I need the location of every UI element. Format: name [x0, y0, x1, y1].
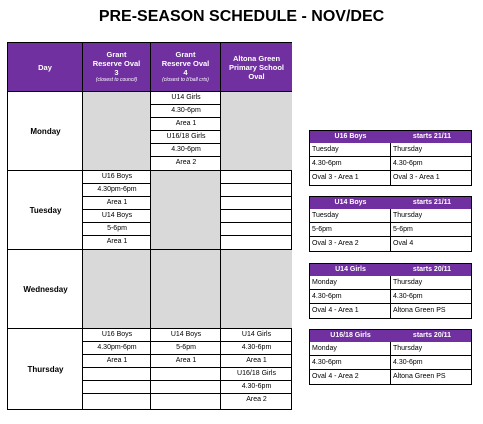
session-venue: Altona Green PS — [393, 307, 446, 314]
empty-cell-tuesday-oval-4 — [151, 171, 221, 249]
session-day: Tuesday — [310, 143, 390, 157]
start-date: starts 21/11 — [412, 133, 452, 140]
schedule-cell: 4.30pm-6pm — [83, 184, 151, 197]
team-box-u14-girls — [309, 263, 472, 319]
empty-row — [83, 394, 151, 407]
team-box-header — [310, 264, 471, 276]
header-oval-4 — [151, 43, 221, 91]
empty-cell-monday-altona — [221, 92, 292, 170]
schedule-cell: U16/18 Girls — [151, 131, 221, 144]
schedule-cell: U14 Girls — [221, 329, 292, 342]
team-box-header — [310, 131, 471, 143]
schedule-cell: 5-6pm — [151, 342, 221, 355]
schedule-cell: U14 Boys — [83, 210, 151, 223]
empty-cell-wednesday — [83, 250, 292, 328]
divider — [8, 249, 291, 250]
empty-row — [221, 197, 292, 210]
empty-row — [221, 223, 292, 236]
schedule-cell: 4.30pm-6pm — [83, 342, 151, 355]
header-oval-3-sub: (closest to council) — [95, 77, 138, 83]
schedule-table — [7, 42, 292, 410]
day-monday: Monday — [30, 126, 61, 136]
schedule-cell: 4.30-6pm — [151, 144, 221, 157]
empty-row — [221, 184, 292, 197]
schedule-cell: U14 Girls — [151, 92, 221, 105]
header-oval-4-sub: (closest to b'ball crts) — [162, 77, 209, 83]
session-venue: Altona Green PS — [393, 373, 446, 380]
session-time: 4.30-6pm — [391, 356, 472, 370]
header-oval-4-label: Grant Reserve Oval 4 — [161, 50, 210, 77]
team-name: U14 Boys — [334, 199, 367, 206]
schedule-cell: Area 1 — [83, 197, 151, 210]
schedule-cell: U16 Boys — [83, 171, 151, 184]
session-venue: Oval 3 - Area 1 — [312, 174, 359, 181]
schedule-cell: 4.30-6pm — [151, 105, 221, 118]
start-date: starts 20/11 — [412, 332, 452, 339]
session-venue: Oval 3 - Area 1 — [393, 174, 440, 181]
team-box-u14-boys — [309, 196, 472, 252]
session-day: Thursday — [391, 143, 472, 157]
session-day: Thursday — [391, 342, 472, 356]
schedule-cell: 4.30-6pm — [221, 342, 292, 355]
page-title: PRE-SEASON SCHEDULE - NOV/DEC — [98, 8, 385, 25]
schedule-cell: Area 1 — [151, 118, 221, 131]
schedule-cell: U16 Boys — [83, 329, 151, 342]
schedule-cell: Area 2 — [246, 396, 267, 403]
team-box-header — [310, 197, 471, 209]
empty-row — [83, 368, 151, 381]
schedule-cell: 4.30-6pm — [221, 381, 292, 394]
header-day — [8, 43, 83, 91]
header-altona-label: Altona Green Primary School Oval — [228, 53, 285, 81]
team-box-header — [310, 330, 471, 342]
empty-row — [151, 394, 221, 407]
schedule-cell: Area 2 — [175, 159, 197, 166]
empty-row — [151, 381, 221, 394]
empty-row — [151, 368, 221, 381]
session-day: Monday — [310, 276, 390, 290]
divider — [8, 91, 291, 92]
schedule-cell: Area 1 — [151, 355, 221, 368]
header-day-label: Day — [38, 62, 52, 72]
header-altona — [221, 43, 292, 91]
session-venue: Oval 4 - Area 1 — [312, 307, 359, 314]
session-time: 4.30-6pm — [310, 290, 390, 304]
session-day: Tuesday — [310, 209, 390, 223]
day-tuesday: Tuesday — [29, 205, 62, 215]
divider — [8, 170, 291, 171]
session-day: Thursday — [391, 276, 472, 290]
session-venue: Oval 3 - Area 2 — [312, 240, 359, 247]
header-oval-3-label: Grant Reserve Oval 3 — [92, 50, 141, 77]
session-venue: Oval 4 — [393, 240, 414, 247]
divider — [150, 91, 151, 409]
schedule-cell: Area 1 — [221, 355, 292, 368]
day-wednesday: Wednesday — [23, 284, 68, 294]
start-date: starts 21/11 — [412, 199, 452, 206]
day-thursday: Thursday — [27, 364, 64, 374]
team-name: U16 Boys — [334, 133, 367, 140]
session-time: 5-6pm — [310, 223, 390, 237]
schedule-cell: 5-6pm — [83, 223, 151, 236]
divider — [220, 91, 221, 409]
empty-row — [221, 210, 292, 223]
start-date: starts 20/11 — [412, 266, 452, 273]
session-time: 4.30-6pm — [391, 157, 472, 171]
session-time: 5-6pm — [391, 223, 472, 237]
session-time: 4.30-6pm — [310, 157, 390, 171]
session-venue: Oval 4 - Area 2 — [312, 373, 359, 380]
session-day: Monday — [310, 342, 390, 356]
session-time: 4.30-6pm — [310, 356, 390, 370]
empty-cell-monday-oval-3 — [83, 92, 151, 170]
divider — [8, 328, 291, 329]
schedule-cell: Area 1 — [106, 238, 128, 245]
schedule-cell: Area 1 — [83, 355, 151, 368]
empty-row — [83, 381, 151, 394]
team-name: U16/18 Girls — [330, 332, 371, 339]
team-name: U14 Girls — [335, 266, 366, 273]
schedule-cell: U16/18 Girls — [221, 368, 292, 381]
session-time: 4.30-6pm — [391, 290, 472, 304]
divider — [82, 91, 83, 409]
team-box-u16-18-girls — [309, 329, 472, 385]
empty-row — [221, 171, 292, 184]
header-oval-3 — [83, 43, 151, 91]
schedule-cell: U14 Boys — [151, 329, 221, 342]
session-day: Thursday — [391, 209, 472, 223]
team-box-u16-boys — [309, 130, 472, 186]
